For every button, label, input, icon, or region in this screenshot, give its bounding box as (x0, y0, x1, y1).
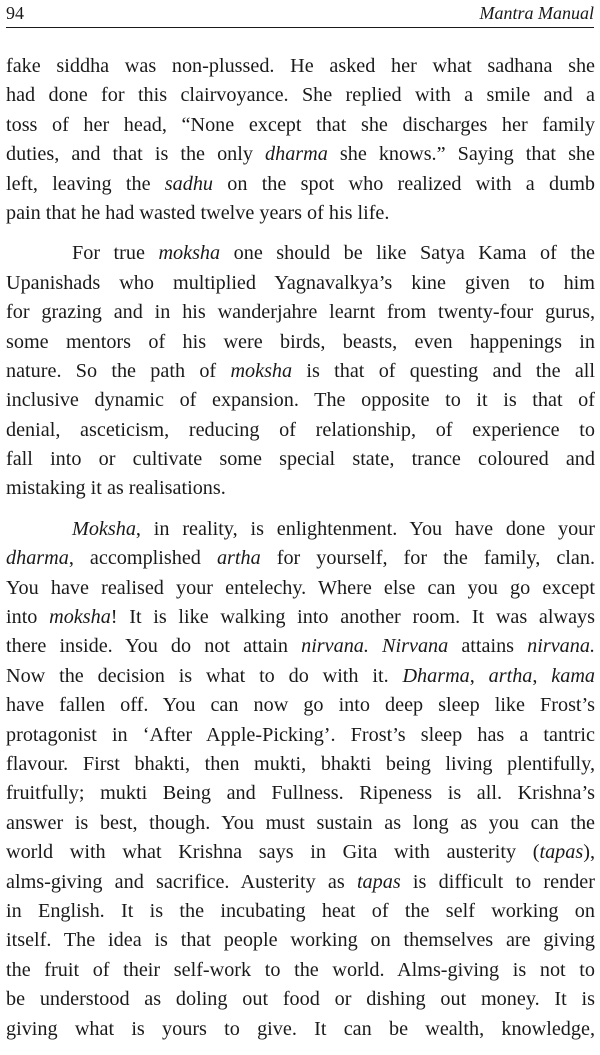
text-line (6, 81, 595, 110)
text-run: mistaking it as realisations. (6, 477, 226, 500)
text-run: in English. It is the incubating heat of the self working on (6, 899, 595, 922)
text-line (6, 956, 595, 985)
text-line (6, 721, 595, 750)
text-run: Upanishads who multiplied Yagnavalkya’s kine given to him (6, 271, 595, 294)
text-run: , in reality, is enlightenment. You have done your (135, 517, 595, 540)
text-line (6, 779, 595, 808)
text-line (6, 574, 595, 603)
text-run: ! It is like walking into another room. It was always (110, 606, 595, 629)
text-line (6, 632, 595, 661)
text-line (6, 52, 595, 81)
text-line (6, 662, 595, 691)
text-line (6, 809, 595, 838)
italic-term: nirvana. (527, 635, 595, 658)
italic-term: dharma (265, 143, 328, 166)
running-head (6, 2, 594, 28)
text-run: for grazing and in his wanderjahre learnt from twenty-four gurus, (6, 301, 595, 324)
italic-term: sadhu (164, 172, 214, 195)
text-run: toss of her head, “None except that she discharges her family (6, 113, 595, 136)
text-line (6, 269, 595, 298)
text-run: into (6, 606, 50, 629)
text-run: had done for this clairvoyance. She replied with a smile and a (6, 84, 595, 107)
text-run: fake siddha was non-plussed. He asked her what sadhana she (6, 55, 595, 77)
italic-term: Dharma (402, 664, 470, 687)
text-line (6, 868, 595, 897)
text-run: giving what is yours to give. It can be wealth, knowledge, (6, 1017, 595, 1040)
text-line (6, 170, 595, 199)
text-run: denial, asceticism, reducing of relationship, of experience to (6, 418, 595, 441)
text-run: attains (448, 635, 528, 658)
text-run: ), (583, 841, 595, 864)
text-run: , (469, 664, 489, 687)
paragraph (6, 515, 595, 1044)
text-run: fruitfully; mukti Being and Fullness. Ripeness is all. Krishna’s (6, 782, 595, 805)
text-line (6, 386, 595, 415)
text-line (6, 199, 595, 228)
text-line (6, 838, 595, 867)
text-run: inclusive dynamic of expansion. The opposite to it is that of (6, 389, 595, 412)
text-line (6, 357, 595, 386)
text-line (6, 416, 595, 445)
text-line (6, 111, 595, 140)
italic-term: moksha (49, 606, 111, 629)
text-run: on the spot who realized with a dumb (213, 172, 595, 195)
text-line (6, 239, 595, 268)
paragraph (6, 52, 595, 228)
text-line (6, 328, 595, 357)
text-line (6, 897, 595, 926)
italic-term: Moksha (72, 517, 136, 540)
text-run: , (532, 664, 552, 687)
text-run: is difficult to render (400, 870, 595, 893)
text-line (6, 926, 595, 955)
text-run: answer is best, though. You must sustain as long as you can the (6, 811, 595, 834)
text-run: nature. So the path of (6, 359, 231, 382)
italic-term: tapas (539, 841, 584, 864)
text-line (6, 985, 595, 1014)
text-line (6, 750, 595, 779)
text-run: , accomplished (68, 547, 217, 570)
text-run: alms-giving and sacrifice. Austerity as (6, 870, 357, 893)
text-run: duties, and that is the only (6, 143, 266, 166)
text-run: pain that he had wasted twelve years of his life. (6, 201, 390, 224)
italic-term: dharma (6, 547, 69, 570)
text-run: world with what Krishna says in Gita with austerity ( (6, 841, 540, 864)
text-line (6, 544, 595, 573)
text-run: for yourself, for the family, clan. (260, 547, 595, 570)
text-run: there inside. You do not attain (6, 635, 302, 658)
text-run: have fallen off. You can now go into deep sleep like Frost’s (6, 694, 595, 717)
italic-term: kama (551, 664, 595, 687)
body-text (6, 52, 595, 1055)
text-line (6, 1015, 595, 1044)
text-run: You have realised your entelechy. Where else can you go except (6, 576, 595, 599)
text-line (6, 474, 595, 503)
text-run: fall into or cultivate some special state, trance coloured and (6, 448, 595, 471)
text-run: the fruit of their self-work to the world. Alms-giving is not to (6, 958, 595, 981)
text-run: left, leaving the (6, 172, 165, 195)
text-line (6, 691, 595, 720)
text-line (6, 515, 595, 544)
text-run: one should be like Satya Kama of the (220, 242, 595, 265)
italic-term: tapas (356, 870, 401, 893)
italic-term: artha (216, 547, 261, 570)
paragraph (6, 239, 595, 504)
text-line (6, 140, 595, 169)
italic-term: moksha (158, 242, 221, 265)
text-run: protagonist in ‘After Apple-Picking’. Frost’s sleep has a tantric (6, 723, 595, 746)
text-run: is that of questing and the all (292, 359, 595, 382)
text-line (6, 298, 595, 327)
book-title: Mantra Manual (479, 3, 594, 23)
header-rule (6, 27, 594, 28)
text-run: some mentors of his were birds, beasts, even happenings in (6, 330, 595, 353)
text-run: itself. The idea is that people working on themselves are giving (6, 929, 595, 952)
italic-term: artha (488, 664, 533, 687)
text-run: be understood as doling out food or dishing out money. It is (6, 988, 595, 1011)
italic-term: nirvana. Nirvana (301, 635, 449, 658)
text-run: Now the decision is what to do with it. (6, 664, 403, 687)
text-line (6, 603, 595, 632)
page-number: 94 (6, 3, 24, 23)
text-run: flavour. First bhakti, then mukti, bhakti being living plentifully, (6, 752, 595, 775)
text-line (6, 445, 595, 474)
text-run: For true (72, 242, 159, 265)
text-run: she knows.” Saying that she (327, 143, 595, 166)
italic-term: moksha (230, 359, 293, 382)
